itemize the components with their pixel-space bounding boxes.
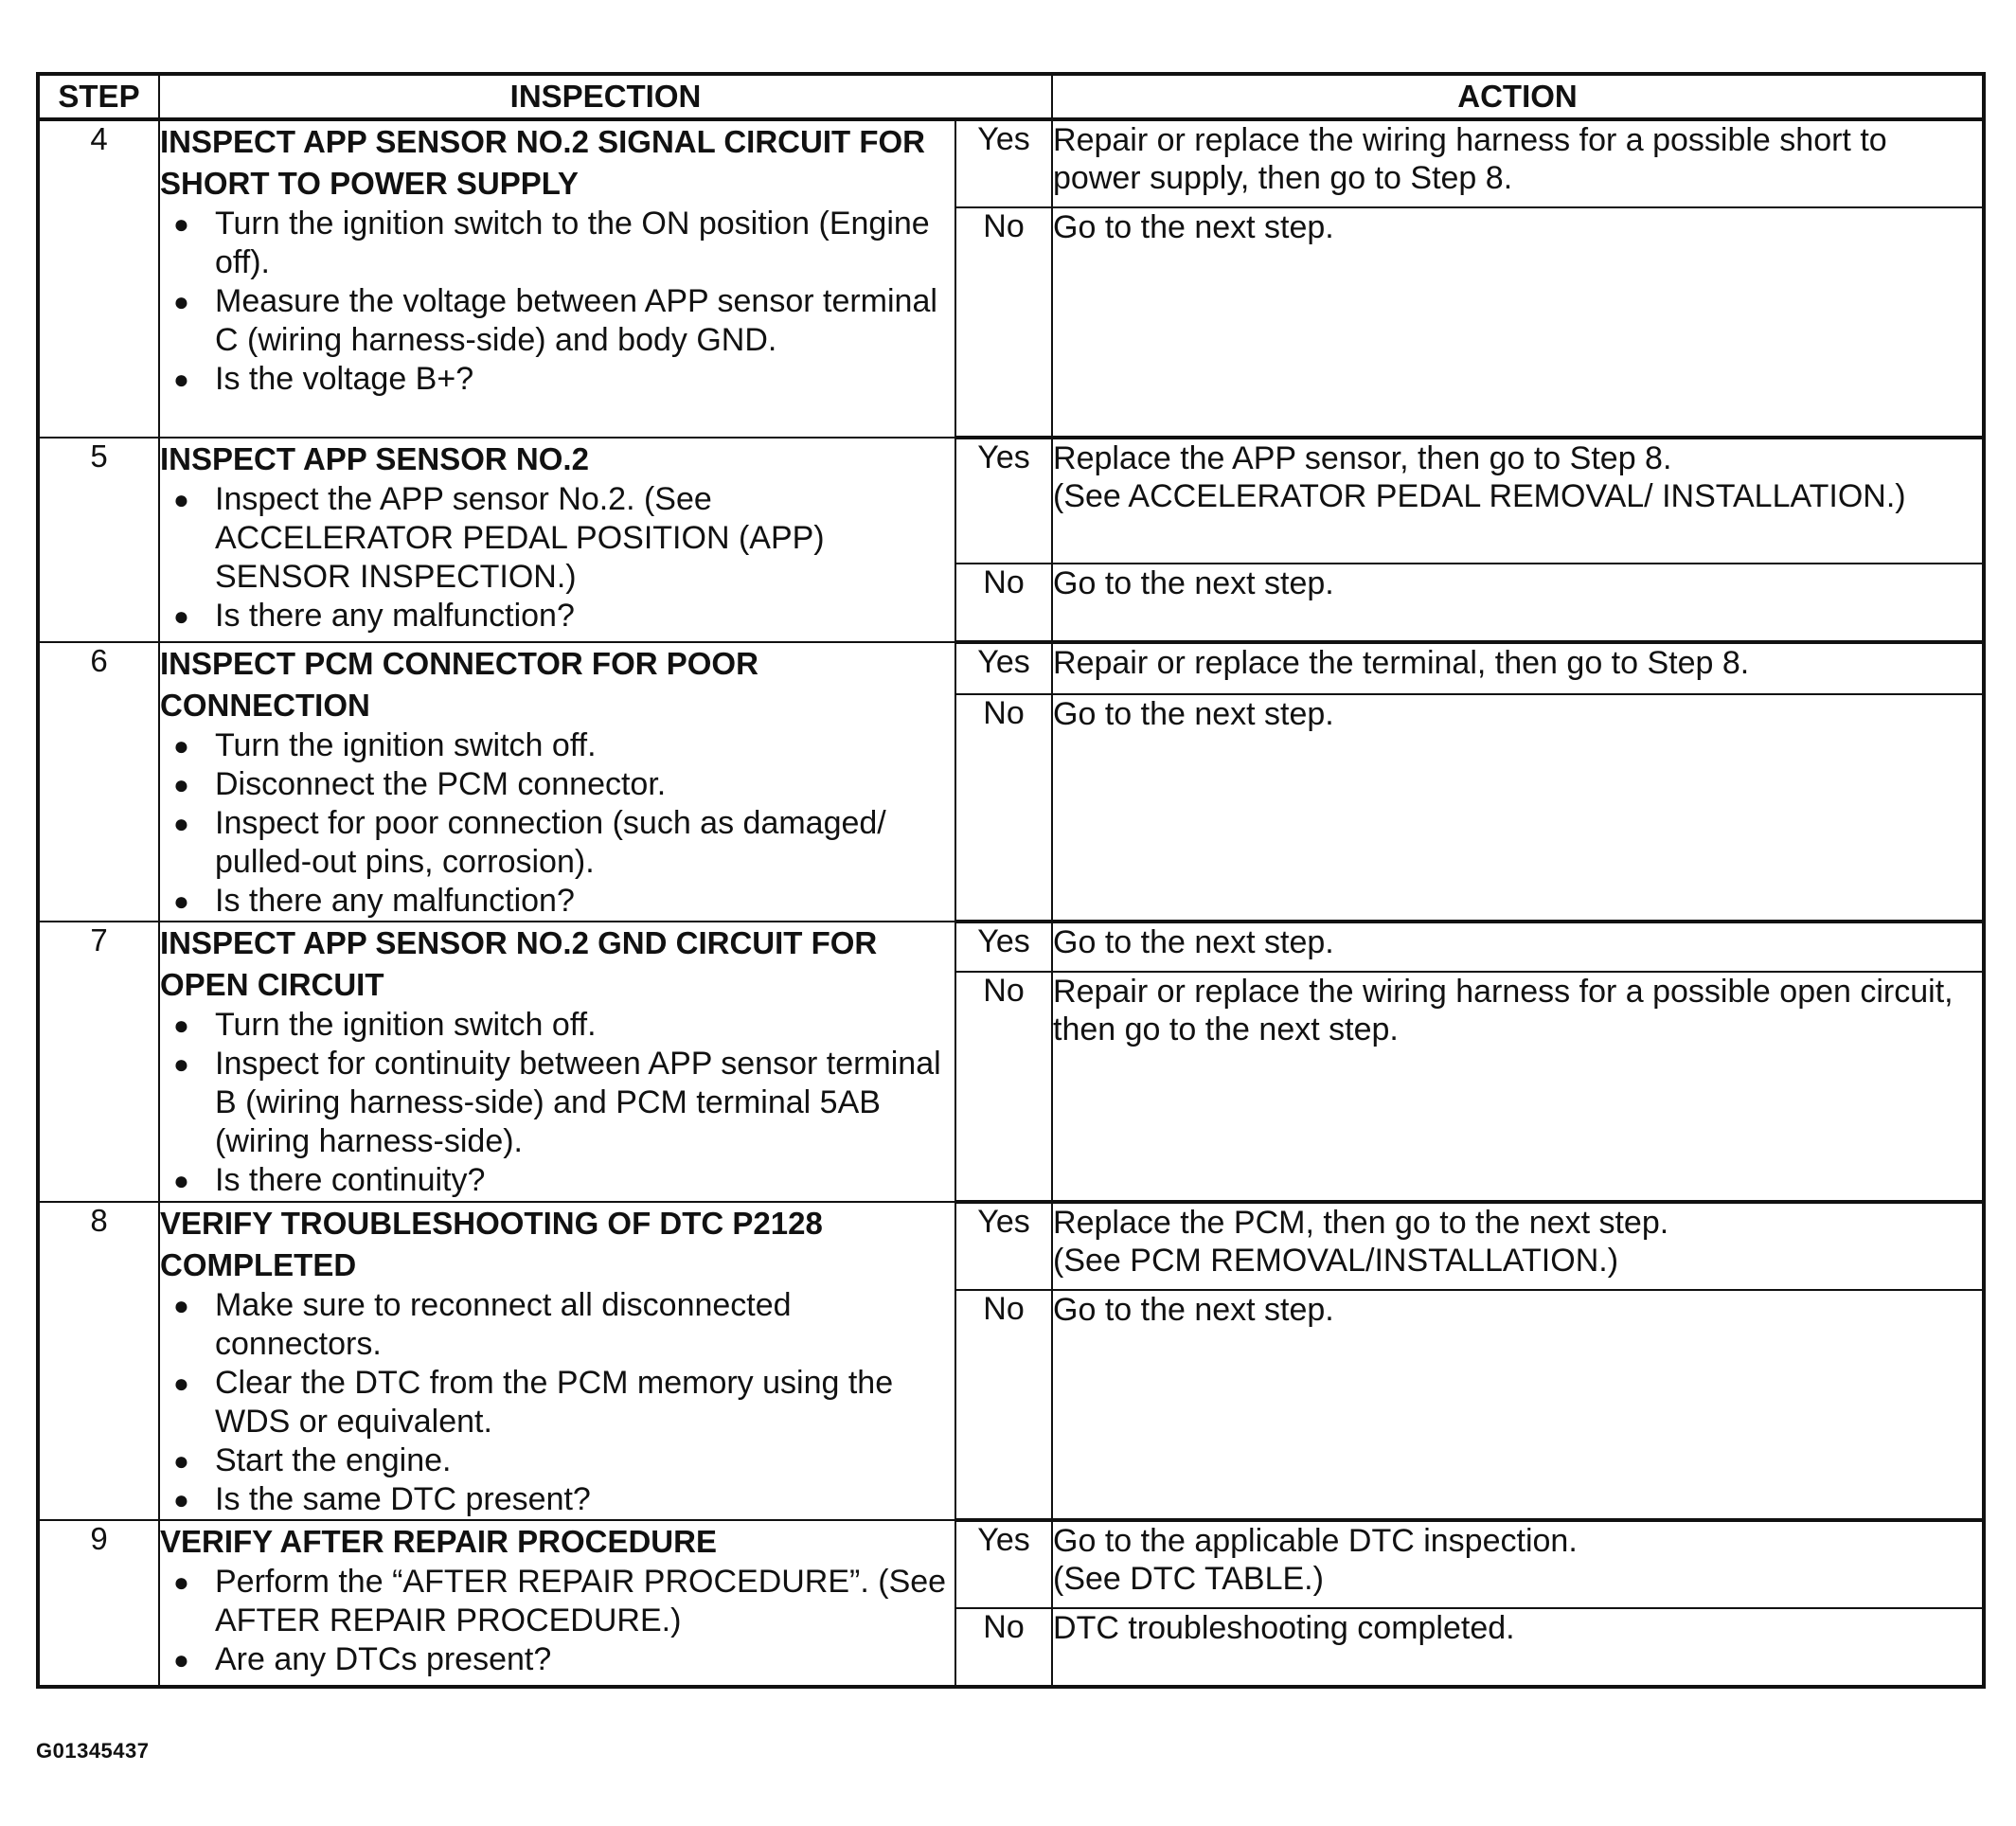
checklist-item <box>160 597 954 636</box>
troubleshooting-table <box>36 72 1986 1689</box>
bullet-icon: ● <box>173 1291 189 1320</box>
bullet-icon: ● <box>173 770 189 799</box>
yes-action <box>1052 922 1984 972</box>
yes-label: Yes <box>955 1520 1052 1608</box>
action-text: (See ACCELERATOR PEDAL REMOVAL/ INSTALLATION.) <box>1053 478 1906 514</box>
bullet-icon: ● <box>173 365 189 394</box>
no-label: No <box>955 1608 1052 1687</box>
action-text: Repair or replace the wiring harness for a possible short to power supply, then go to Step 8. <box>1053 122 1887 196</box>
checklist-item-text: Is the voltage B+? <box>215 361 474 397</box>
inspection-checklist <box>160 1006 954 1200</box>
bullet-icon: ● <box>173 809 189 838</box>
bullet-icon: ● <box>173 1166 189 1195</box>
inspection-checklist <box>160 726 954 921</box>
table-body <box>38 119 1984 1687</box>
checklist-item <box>160 1364 954 1441</box>
bullet-icon: ● <box>173 1446 189 1476</box>
checklist-item-text: Make sure to reconnect all disconnected connectors. <box>215 1287 792 1362</box>
table-row <box>38 1520 1984 1608</box>
checklist-item <box>160 726 954 765</box>
checklist-item-text: Start the engine. <box>215 1442 452 1478</box>
table-row <box>38 438 1984 564</box>
table-row <box>38 642 1984 694</box>
yes-action <box>1052 438 1984 564</box>
inspection-cell <box>159 922 955 1202</box>
action-text: Go to the next step. <box>1053 924 1334 960</box>
step-number: 8 <box>38 1202 159 1520</box>
yes-label: Yes <box>955 642 1052 694</box>
yes-label: Yes <box>955 922 1052 972</box>
inspection-cell <box>159 119 955 438</box>
checklist-item-text: Turn the ignition switch off. <box>215 727 597 763</box>
checklist-item-text: Inspect the APP sensor No.2. (See ACCELERATOR PEDAL POSITION (APP) SENSOR INSPECTION.) <box>215 481 825 595</box>
yes-label: Yes <box>955 438 1052 564</box>
action-text: Replace the APP sensor, then go to Step 8. <box>1053 440 1672 476</box>
checklist-item-text: Turn the ignition switch off. <box>215 1007 597 1043</box>
inspection-cell <box>159 642 955 922</box>
no-action <box>1052 207 1984 438</box>
bullet-icon: ● <box>173 1645 189 1674</box>
troubleshooting-table-container <box>36 72 1982 1689</box>
inspection-title: INSPECT APP SENSOR NO.2 <box>160 441 589 476</box>
no-action <box>1052 1608 1984 1687</box>
no-label: No <box>955 207 1052 438</box>
checklist-item <box>160 1480 954 1519</box>
inspection-title: VERIFY AFTER REPAIR PROCEDURE <box>160 1524 717 1559</box>
table-row <box>38 922 1984 972</box>
step-number: 9 <box>38 1520 159 1687</box>
bullet-icon: ● <box>173 601 189 631</box>
inspection-title: INSPECT APP SENSOR NO.2 SIGNAL CIRCUIT FOR SHORT TO POWER SUPPLY <box>160 124 926 201</box>
action-text: (See PCM REMOVAL/INSTALLATION.) <box>1053 1243 1619 1279</box>
bullet-icon: ● <box>173 1049 189 1079</box>
checklist-item <box>160 1006 954 1045</box>
no-label: No <box>955 564 1052 642</box>
checklist-item <box>160 282 954 360</box>
checklist-item <box>160 360 954 399</box>
yes-action <box>1052 642 1984 694</box>
action-text: (See DTC TABLE.) <box>1053 1561 1324 1597</box>
yes-label: Yes <box>955 1202 1052 1290</box>
bullet-icon: ● <box>173 287 189 316</box>
step-number: 5 <box>38 438 159 642</box>
bullet-icon: ● <box>173 1369 189 1398</box>
inspection-column-header: INSPECTION <box>159 74 1052 119</box>
action-text: Go to the next step. <box>1053 1292 1334 1328</box>
no-label: No <box>955 972 1052 1202</box>
inspection-checklist <box>160 1286 954 1519</box>
step-number: 6 <box>38 642 159 922</box>
inspection-checklist <box>160 205 954 399</box>
checklist-item-text: Is there continuity? <box>215 1162 486 1198</box>
inspection-cell <box>159 1520 955 1687</box>
checklist-item <box>160 804 954 882</box>
action-text: Replace the PCM, then go to the next step. <box>1053 1205 1669 1241</box>
checklist-item <box>160 765 954 804</box>
action-text: Go to the next step. <box>1053 695 1334 732</box>
action-text: Go to the applicable DTC inspection. <box>1053 1523 1578 1559</box>
inspection-title: VERIFY TROUBLESHOOTING OF DTC P2128 COMPLETED <box>160 1206 823 1282</box>
no-label: No <box>955 694 1052 922</box>
checklist-item-text: Is the same DTC present? <box>215 1481 591 1517</box>
bullet-icon: ● <box>173 1485 189 1514</box>
table-row <box>38 119 1984 207</box>
checklist-item-text: Are any DTCs present? <box>215 1641 552 1677</box>
step-column-header: STEP <box>38 74 159 119</box>
checklist-item-text: Turn the ignition switch to the ON position (Engine off). <box>215 206 930 280</box>
figure-code: G01345437 <box>36 1739 150 1763</box>
inspection-cell <box>159 438 955 642</box>
no-label: No <box>955 1290 1052 1520</box>
checklist-item <box>160 1441 954 1480</box>
checklist-item <box>160 1563 954 1640</box>
no-action <box>1052 564 1984 642</box>
action-text: Repair or replace the wiring harness for a possible open circuit, then go to the next step. <box>1053 974 1954 1047</box>
table-row <box>38 1202 1984 1290</box>
step-number: 4 <box>38 119 159 438</box>
action-column-header: ACTION <box>1052 74 1984 119</box>
checklist-item <box>160 205 954 282</box>
yes-action <box>1052 119 1984 207</box>
checklist-item <box>160 1640 954 1679</box>
no-action <box>1052 694 1984 922</box>
checklist-item <box>160 1045 954 1161</box>
yes-action <box>1052 1520 1984 1608</box>
inspection-checklist <box>160 480 954 636</box>
checklist-item-text: Clear the DTC from the PCM memory using the WDS or equivalent. <box>215 1365 894 1440</box>
checklist-item <box>160 1161 954 1200</box>
bullet-icon: ● <box>173 209 189 239</box>
checklist-item-text: Perform the “AFTER REPAIR PROCEDURE”. (See AFTER REPAIR PROCEDURE.) <box>215 1564 947 1638</box>
table-header-row <box>38 74 1984 119</box>
inspection-title: INSPECT APP SENSOR NO.2 GND CIRCUIT FOR OPEN CIRCUIT <box>160 925 878 1002</box>
checklist-item <box>160 882 954 921</box>
action-text: DTC troubleshooting completed. <box>1053 1610 1515 1646</box>
action-text: Repair or replace the terminal, then go to Step 8. <box>1053 645 1750 681</box>
yes-label: Yes <box>955 119 1052 207</box>
checklist-item-text: Inspect for continuity between APP sensor terminal B (wiring harness-side) and PCM terminal 5AB (wiring harness-side). <box>215 1046 941 1159</box>
no-action <box>1052 1290 1984 1520</box>
checklist-item <box>160 1286 954 1364</box>
action-text: Go to the next step. <box>1053 565 1334 601</box>
bullet-icon: ● <box>173 886 189 916</box>
checklist-item-text: Inspect for poor connection (such as damaged/ pulled-out pins, corrosion). <box>215 805 886 880</box>
step-number: 7 <box>38 922 159 1202</box>
bullet-icon: ● <box>173 1567 189 1597</box>
bullet-icon: ● <box>173 1011 189 1040</box>
bullet-icon: ● <box>173 485 189 514</box>
inspection-cell <box>159 1202 955 1520</box>
inspection-title: INSPECT PCM CONNECTOR FOR POOR CONNECTION <box>160 646 758 723</box>
checklist-item-text: Is there any malfunction? <box>215 883 575 919</box>
checklist-item-text: Disconnect the PCM connector. <box>215 766 667 802</box>
bullet-icon: ● <box>173 731 189 761</box>
no-action <box>1052 972 1984 1202</box>
checklist-item <box>160 480 954 597</box>
checklist-item-text: Measure the voltage between APP sensor terminal C (wiring harness-side) and body GND. <box>215 283 937 358</box>
yes-action <box>1052 1202 1984 1290</box>
inspection-checklist <box>160 1563 954 1679</box>
action-text: Go to the next step. <box>1053 209 1334 245</box>
checklist-item-text: Is there any malfunction? <box>215 598 575 634</box>
